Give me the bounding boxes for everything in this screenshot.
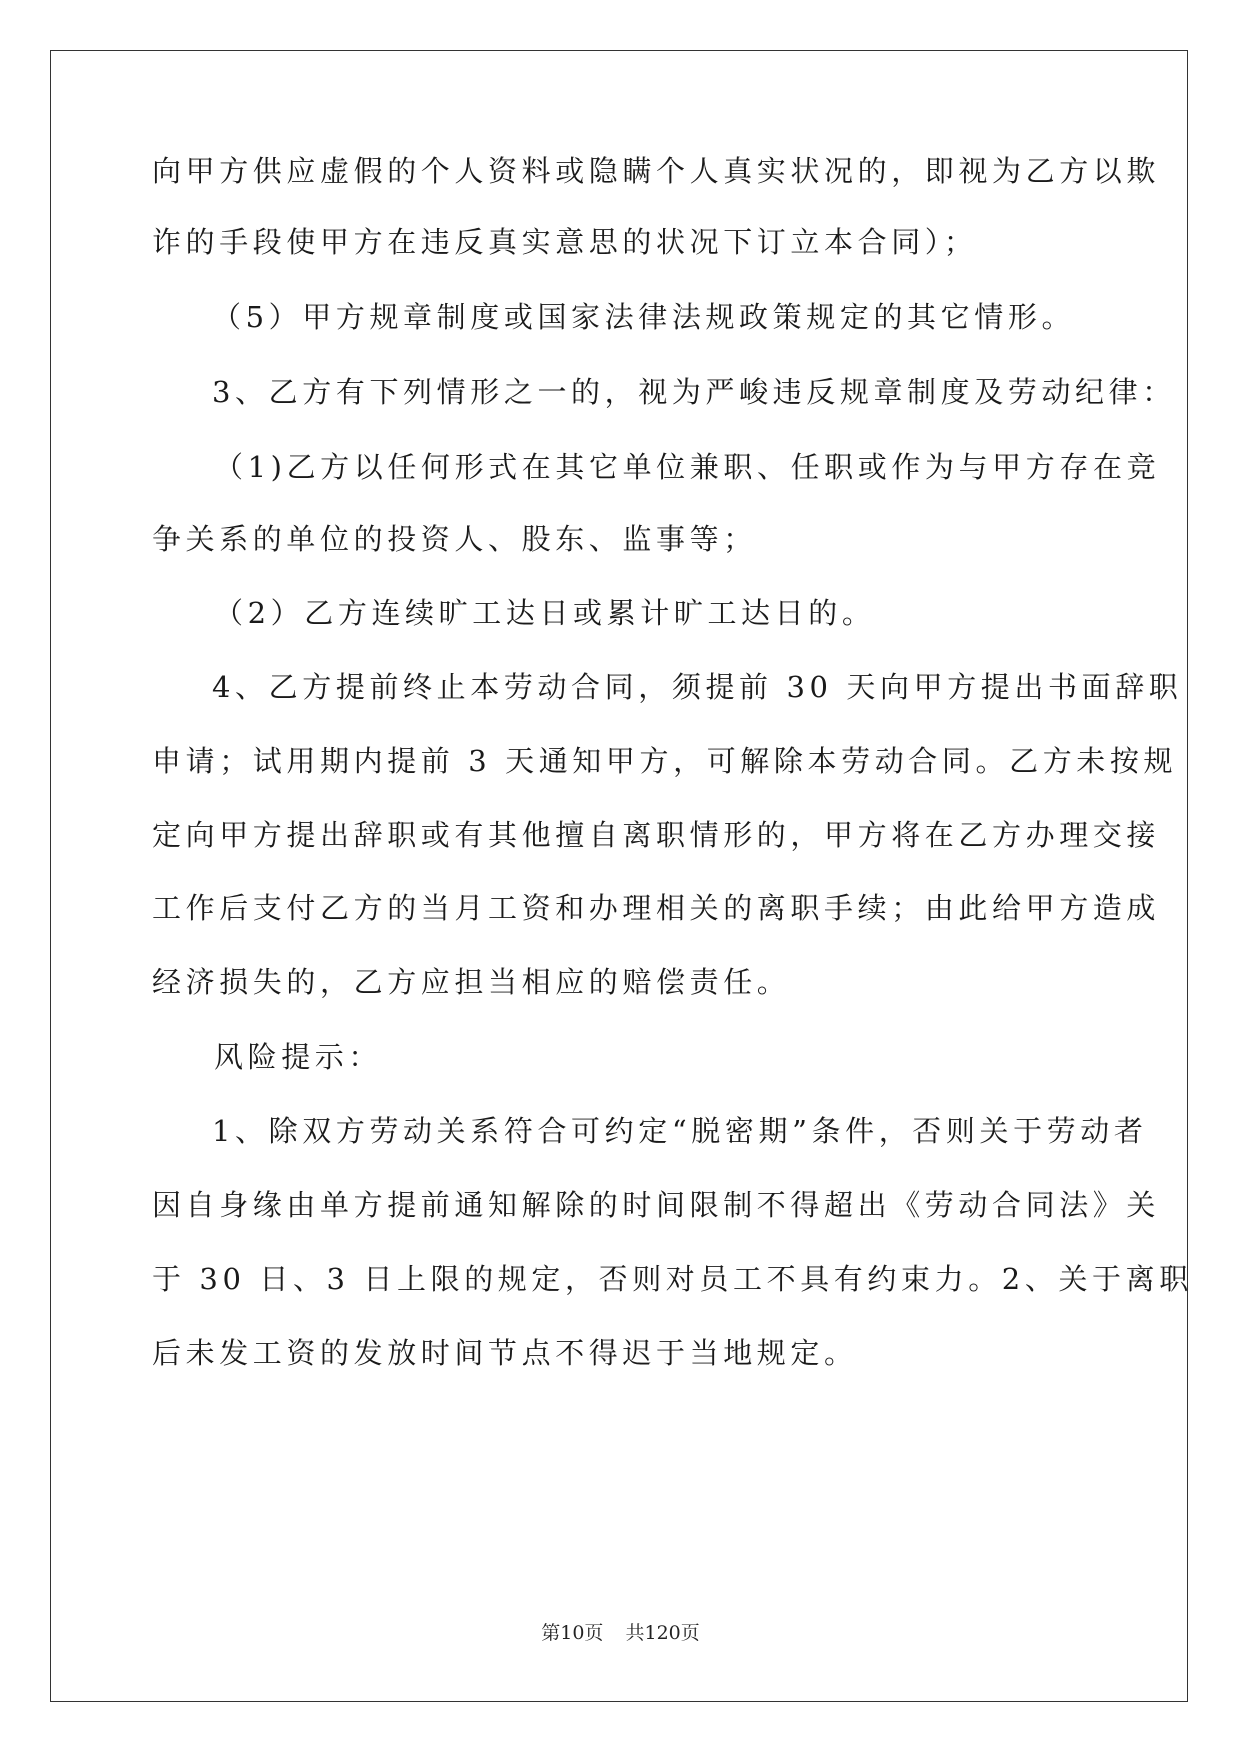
page-footer [0,1620,1241,1646]
text-line-6: 争关系的单位的投资人、股东、监事等； [152,522,757,556]
text-line-4: 3、乙方有下列情形之一的，视为严峻违反规章制度及劳动纪律： [212,375,1176,409]
text-line-16: 于 30 日、3 日上限的规定，否则对员工不具有约束力。2、关于离职 [152,1262,1193,1296]
text-line-13: 风险提示： [214,1040,383,1074]
page-number: 第10页 [541,1622,604,1644]
text-line-12: 经济损失的，乙方应担当相应的赔偿责任。 [152,965,791,999]
text-line-5: （1)乙方以任何形式在其它单位兼职、任职或作为与甲方存在竞 [214,450,1161,484]
text-line-10: 定向甲方提出辞职或有其他擅自离职情形的，甲方将在乙方办理交接 [152,818,1161,852]
text-line-1: 向甲方供应虚假的个人资料或隐瞒个人真实状况的，即视为乙方以欺 [152,154,1161,188]
text-line-9: 申请；试用期内提前 3 天通知甲方，可解除本劳动合同。乙方未按规 [152,744,1178,778]
text-line-7: （2）乙方连续旷工达日或累计旷工达日的。 [214,596,876,630]
text-line-14: 1、除双方劳动关系符合可约定“脱密期”条件，否则关于劳动者 [212,1114,1148,1148]
total-pages: 共120页 [625,1622,700,1644]
text-line-17: 后未发工资的发放时间节点不得迟于当地规定。 [152,1336,858,1370]
text-line-2: 诈的手段使甲方在违反真实意思的状况下订立本合同）； [152,225,978,259]
text-line-11: 工作后支付乙方的当月工资和办理相关的离职手续；由此给甲方造成 [152,891,1161,925]
text-line-8: 4、乙方提前终止本劳动合同，须提前 30 天向甲方提出书面辞职 [212,670,1183,704]
text-line-15: 因自身缘由单方提前通知解除的时间限制不得超出《劳动合同法》关 [152,1188,1161,1222]
text-line-3: （5）甲方规章制度或国家法律法规政策规定的其它情形。 [212,300,1076,334]
